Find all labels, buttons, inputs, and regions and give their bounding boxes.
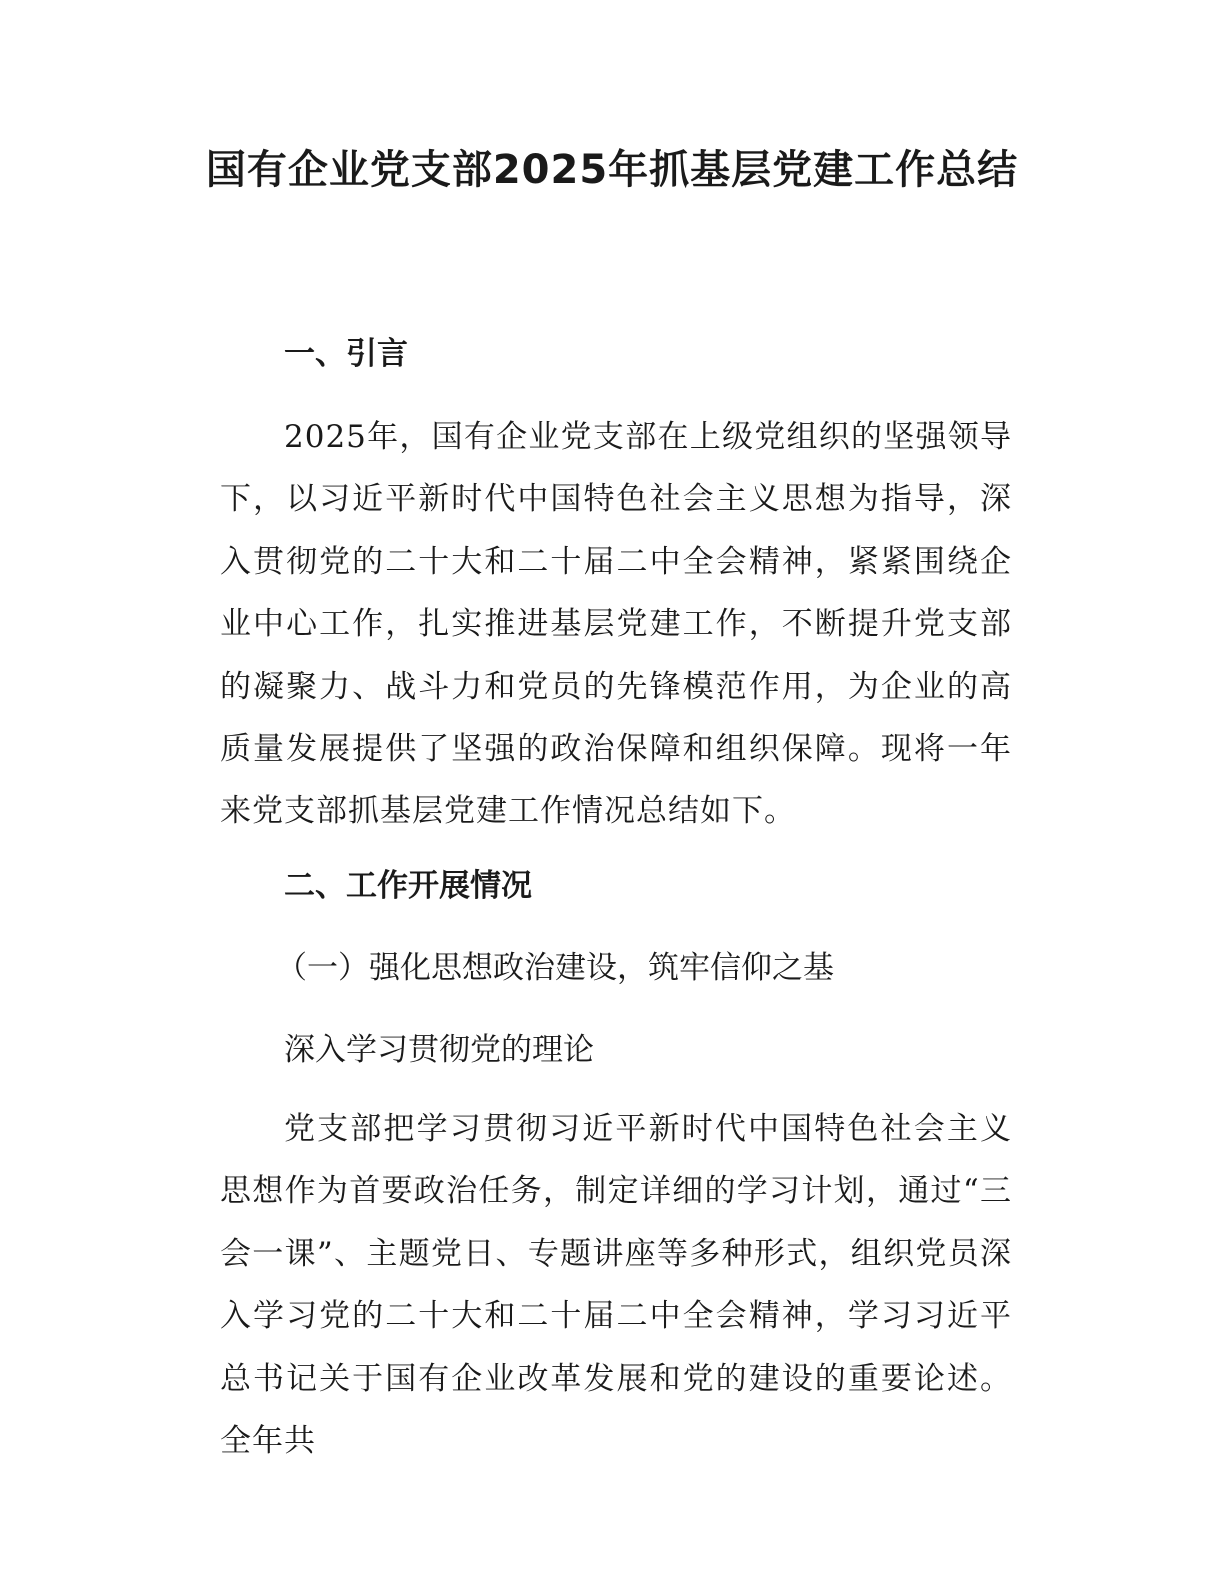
section-heading-introduction: 一、引言 [284,336,408,372]
topic-line-study-theory: 深入学习贯彻党的理论 [284,1032,594,1068]
section-heading-work-progress: 二、工作开展情况 [284,868,532,904]
document-title: 国有企业党支部2025年抓基层党建工作总结 [205,147,1019,193]
subsection-heading-ideology: （一）强化思想政治建设，筑牢信仰之基 [276,950,834,986]
study-theory-paragraph: 党支部把学习贯彻习近平新时代中国特色社会主义思想作为首要政治任务，制定详细的学习计划，通过“三会一课”、主题党日、专题讲座等多种形式，组织党员深入学习党的二十大和二十届二中全会精神，学习习近平总书记关于国有企业改革发展和党的建设的重要论述。全年共 [220,1111,1012,1460]
introduction-paragraph: 2025年，国有企业党支部在上级党组织的坚强领导下，以习近平新时代中国特色社会主义思想为指导，深入贯彻党的二十大和二十届二中全会精神，紧紧围绕企业中心工作，扎实推进基层党建工作，不断提升党支部的凝聚力、战斗力和党员的先锋模范作用，为企业的高质量发展提供了坚强的政治保障和组织保障。现将一年来党支部抓基层党建工作情况总结如下。 [220,419,1012,830]
